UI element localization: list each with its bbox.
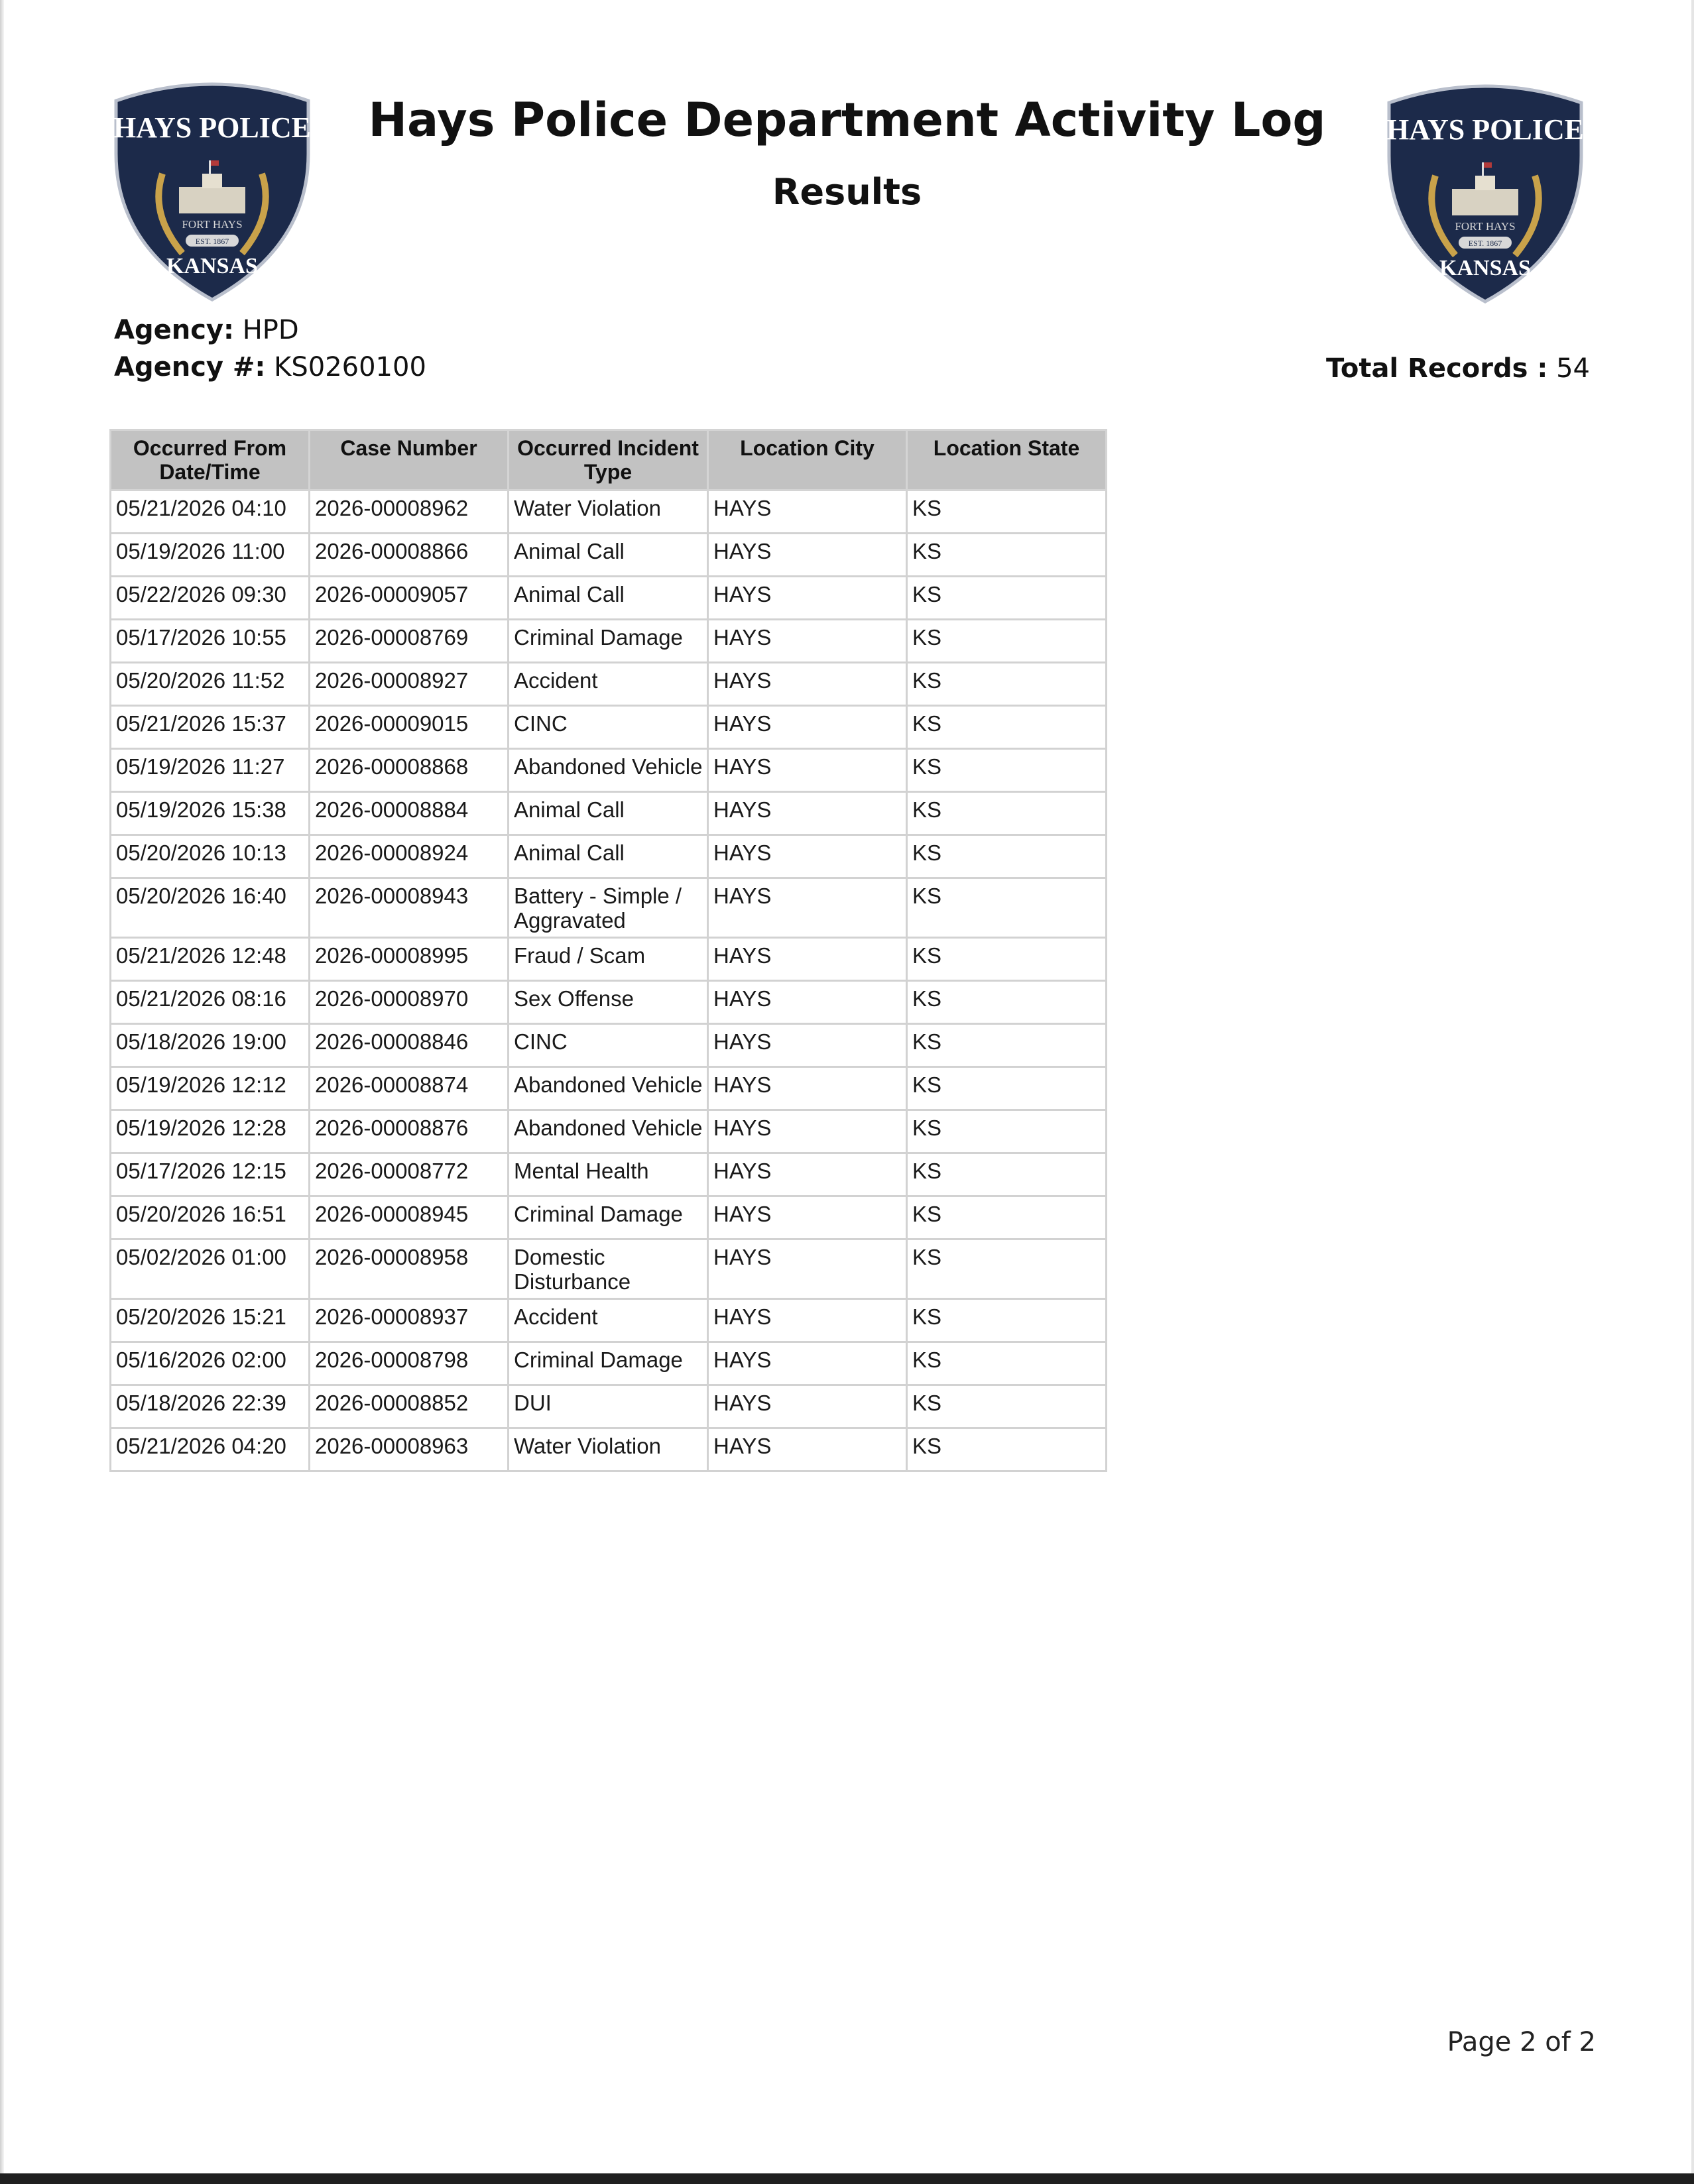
occurred-date-cell: 05/18/2026 19:00: [111, 1024, 310, 1067]
occurred-date-cell: 05/19/2026 12:28: [111, 1110, 310, 1153]
case-number-cell: 2026-00008846: [310, 1024, 509, 1067]
location-city-cell: HAYS: [708, 792, 907, 835]
occurred-date-cell: 05/22/2026 09:30: [111, 577, 310, 620]
location-city-cell: HAYS: [708, 490, 907, 534]
logo-top-text: HAYS POLICE: [113, 111, 311, 144]
incident-type-cell: Animal Call: [509, 792, 708, 835]
incident-type-cell: Animal Call: [509, 835, 708, 878]
location-city-cell: HAYS: [708, 1239, 907, 1299]
location-state-cell: KS: [907, 1110, 1107, 1153]
occurred-date-cell: 05/21/2026 15:37: [111, 706, 310, 749]
location-city-cell: HAYS: [708, 1385, 907, 1428]
case-number-cell: 2026-00008772: [310, 1153, 509, 1196]
case-number-cell: 2026-00009015: [310, 706, 509, 749]
logo-est-text: EST. 1867: [1468, 239, 1502, 248]
location-state-cell: KS: [907, 1153, 1107, 1196]
occurred-date-cell: 05/21/2026 04:20: [111, 1428, 310, 1471]
logo-bottom-text: KANSAS: [166, 254, 258, 278]
case-number-cell: 2026-00008943: [310, 878, 509, 938]
scan-edge-left: [0, 0, 4, 2184]
page-subtitle: Results: [772, 171, 922, 213]
incident-type-cell: Fraud / Scam: [509, 938, 708, 981]
location-city-cell: HAYS: [708, 663, 907, 706]
incident-type-cell: Mental Health: [509, 1153, 708, 1196]
case-number-cell: 2026-00008958: [310, 1239, 509, 1299]
total-records-value: 54: [1556, 353, 1590, 384]
location-city-cell: HAYS: [708, 749, 907, 792]
occurred-date-cell: 05/20/2026 16:40: [111, 878, 310, 938]
incident-type-cell: Accident: [509, 663, 708, 706]
location-state-cell: KS: [907, 1024, 1107, 1067]
table-row: [111, 534, 1107, 577]
table-row: [111, 981, 1107, 1024]
location-city-cell: HAYS: [708, 1024, 907, 1067]
incident-type-cell: CINC: [509, 706, 708, 749]
agency-number-value: KS0260100: [274, 352, 426, 382]
page-title: Hays Police Department Activity Log: [368, 93, 1326, 147]
location-state-cell: KS: [907, 620, 1107, 663]
table-row: [111, 1299, 1107, 1342]
table-row: [111, 792, 1107, 835]
incident-type-cell: Domestic Disturbance: [509, 1239, 708, 1299]
occurred-date-cell: 05/21/2026 12:48: [111, 938, 310, 981]
location-city-cell: HAYS: [708, 577, 907, 620]
logo-middle-text: FORT HAYS: [1455, 220, 1516, 233]
occurred-date-cell: 05/19/2026 12:12: [111, 1067, 310, 1110]
location-state-cell: KS: [907, 490, 1107, 534]
location-state-cell: KS: [907, 577, 1107, 620]
location-state-cell: KS: [907, 938, 1107, 981]
agency-line: [114, 315, 299, 345]
location-state-cell: KS: [907, 663, 1107, 706]
occurred-date-cell: 05/20/2026 11:52: [111, 663, 310, 706]
occurred-date-cell: 05/16/2026 02:00: [111, 1342, 310, 1385]
table-row: [111, 663, 1107, 706]
location-city-cell: HAYS: [708, 1153, 907, 1196]
agency-value: HPD: [242, 315, 299, 345]
total-records-label: Total Records :: [1325, 353, 1548, 384]
location-city-cell: HAYS: [708, 1342, 907, 1385]
case-number-cell: 2026-00008995: [310, 938, 509, 981]
incident-type-cell: Sex Offense: [509, 981, 708, 1024]
column-header: Case Number: [310, 430, 509, 490]
incident-type-cell: Criminal Damage: [509, 620, 708, 663]
case-number-cell: 2026-00008769: [310, 620, 509, 663]
location-state-cell: KS: [907, 792, 1107, 835]
occurred-date-cell: 05/17/2026 12:15: [111, 1153, 310, 1196]
location-state-cell: KS: [907, 706, 1107, 749]
table-row: [111, 1024, 1107, 1067]
occurred-date-cell: 05/19/2026 15:38: [111, 792, 310, 835]
occurred-date-cell: 05/19/2026 11:00: [111, 534, 310, 577]
occurred-date-cell: 05/19/2026 11:27: [111, 749, 310, 792]
location-state-cell: KS: [907, 1239, 1107, 1299]
occurred-date-cell: 05/18/2026 22:39: [111, 1385, 310, 1428]
logo-est-text: EST. 1867: [195, 237, 229, 246]
table-row: [111, 1196, 1107, 1239]
agency-number-line: [114, 352, 426, 382]
location-state-cell: KS: [907, 534, 1107, 577]
case-number-cell: 2026-00008876: [310, 1110, 509, 1153]
occurred-date-cell: 05/20/2026 10:13: [111, 835, 310, 878]
case-number-cell: 2026-00008962: [310, 490, 509, 534]
incident-type-cell: Criminal Damage: [509, 1196, 708, 1239]
occurred-date-cell: 05/21/2026 04:10: [111, 490, 310, 534]
location-state-cell: KS: [907, 1385, 1107, 1428]
incident-type-cell: Abandoned Vehicle: [509, 1110, 708, 1153]
table-row: [111, 490, 1107, 534]
table-row: [111, 620, 1107, 663]
location-state-cell: KS: [907, 981, 1107, 1024]
table-row: [111, 938, 1107, 981]
case-number-cell: 2026-00008884: [310, 792, 509, 835]
incident-type-cell: Water Violation: [509, 490, 708, 534]
location-state-cell: KS: [907, 1299, 1107, 1342]
incident-type-cell: Abandoned Vehicle: [509, 1067, 708, 1110]
location-city-cell: HAYS: [708, 981, 907, 1024]
incident-type-cell: CINC: [509, 1024, 708, 1067]
case-number-cell: 2026-00009057: [310, 577, 509, 620]
case-number-cell: 2026-00008868: [310, 749, 509, 792]
incident-type-cell: Battery - Simple / Aggravated: [509, 878, 708, 938]
location-city-cell: HAYS: [708, 706, 907, 749]
location-city-cell: HAYS: [708, 534, 907, 577]
activity-log-table: [109, 429, 1107, 1472]
incident-type-cell: Water Violation: [509, 1428, 708, 1471]
location-city-cell: HAYS: [708, 835, 907, 878]
incident-type-cell: Criminal Damage: [509, 1342, 708, 1385]
case-number-cell: 2026-00008924: [310, 835, 509, 878]
column-header: Occurred From Date/Time: [111, 430, 310, 490]
logo-middle-text: FORT HAYS: [182, 218, 243, 231]
logo-top-text: HAYS POLICE: [1386, 113, 1584, 146]
case-number-cell: 2026-00008945: [310, 1196, 509, 1239]
location-city-cell: HAYS: [708, 938, 907, 981]
column-header: Occurred Incident Type: [509, 430, 708, 490]
occurred-date-cell: 05/17/2026 10:55: [111, 620, 310, 663]
location-state-cell: KS: [907, 1196, 1107, 1239]
table-row: [111, 577, 1107, 620]
table-body: [111, 490, 1107, 1471]
table-row: [111, 1153, 1107, 1196]
incident-type-cell: DUI: [509, 1385, 708, 1428]
occurred-date-cell: 05/02/2026 01:00: [111, 1239, 310, 1299]
case-number-cell: 2026-00008874: [310, 1067, 509, 1110]
table-row: [111, 1110, 1107, 1153]
location-city-cell: HAYS: [708, 1067, 907, 1110]
table-row: [111, 1239, 1107, 1299]
case-number-cell: 2026-00008963: [310, 1428, 509, 1471]
location-city-cell: HAYS: [708, 1428, 907, 1471]
location-state-cell: KS: [907, 878, 1107, 938]
table-row: [111, 1428, 1107, 1471]
column-header: Location City: [708, 430, 907, 490]
occurred-date-cell: 05/20/2026 16:51: [111, 1196, 310, 1239]
agency-number-label: Agency #:: [114, 352, 266, 382]
table-row: [111, 835, 1107, 878]
table-row: [111, 878, 1107, 938]
table-row: [111, 749, 1107, 792]
location-state-cell: KS: [907, 1342, 1107, 1385]
column-header: Location State: [907, 430, 1107, 490]
case-number-cell: 2026-00008927: [310, 663, 509, 706]
agency-label: Agency:: [114, 315, 234, 345]
incident-type-cell: Abandoned Vehicle: [509, 749, 708, 792]
incident-type-cell: Accident: [509, 1299, 708, 1342]
table-header-row: [111, 430, 1107, 490]
scan-edge-bottom: [0, 2173, 1694, 2184]
location-city-cell: HAYS: [708, 1110, 907, 1153]
case-number-cell: 2026-00008866: [310, 534, 509, 577]
case-number-cell: 2026-00008798: [310, 1342, 509, 1385]
occurred-date-cell: 05/20/2026 15:21: [111, 1299, 310, 1342]
location-state-cell: KS: [907, 835, 1107, 878]
incident-type-cell: Animal Call: [509, 577, 708, 620]
table-row: [111, 1067, 1107, 1110]
total-records: [1326, 353, 1590, 384]
occurred-date-cell: 05/21/2026 08:16: [111, 981, 310, 1024]
location-city-cell: HAYS: [708, 620, 907, 663]
location-city-cell: HAYS: [708, 1299, 907, 1342]
case-number-cell: 2026-00008852: [310, 1385, 509, 1428]
scan-edge-right: [1691, 0, 1694, 2184]
case-number-cell: 2026-00008970: [310, 981, 509, 1024]
table-row: [111, 1385, 1107, 1428]
location-state-cell: KS: [907, 1067, 1107, 1110]
table-row: [111, 1342, 1107, 1385]
location-state-cell: KS: [907, 1428, 1107, 1471]
case-number-cell: 2026-00008937: [310, 1299, 509, 1342]
incident-type-cell: Animal Call: [509, 534, 708, 577]
location-state-cell: KS: [907, 749, 1107, 792]
table-row: [111, 706, 1107, 749]
logo-bottom-text: KANSAS: [1439, 256, 1531, 280]
page-number: Page 2 of 2: [1447, 2027, 1596, 2057]
location-city-cell: HAYS: [708, 1196, 907, 1239]
location-city-cell: HAYS: [708, 878, 907, 938]
